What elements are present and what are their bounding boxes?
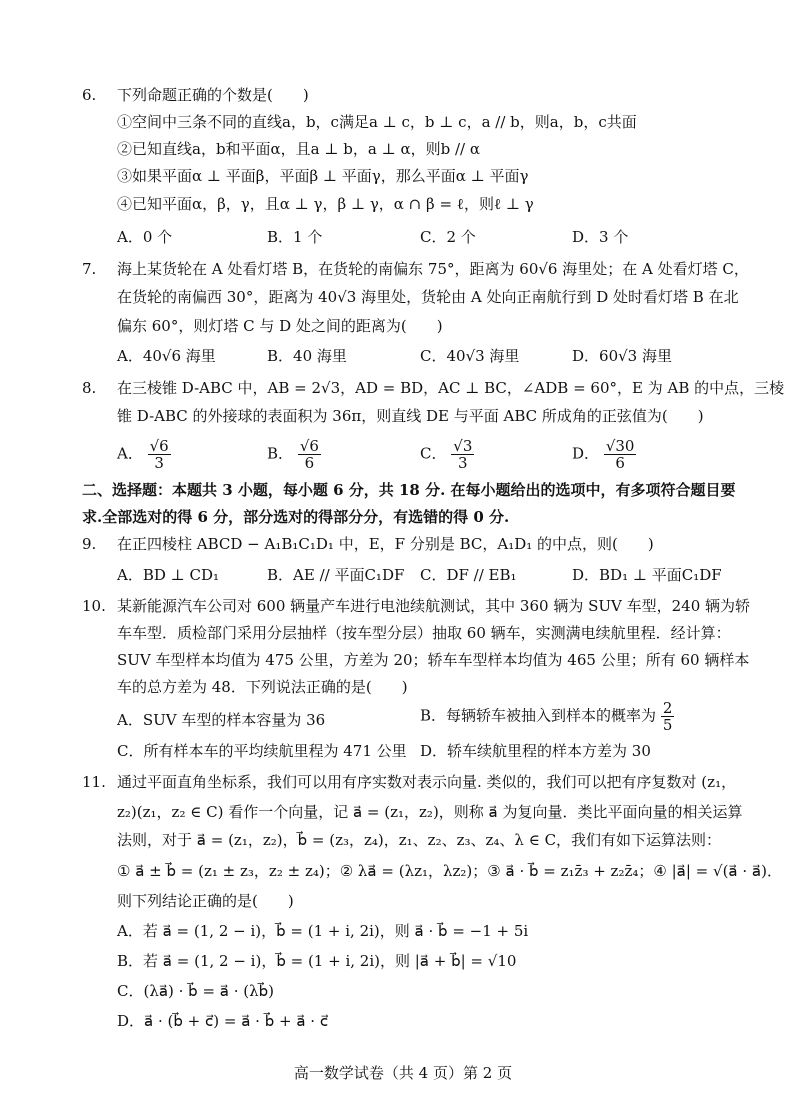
q6-option-d: D．3 个: [572, 228, 629, 246]
q11-line-2: z₂)(z₁，z₂ ∈ C) 看作一个向量，记 a⃗ = (z₁，z₂)，则称 a⃗ 为复向量．类比平面向量的相关运算: [117, 803, 743, 821]
section-2-heading-line-2: 求.全部选对的得 6 分，部分选对的得部分分，有选错的得 0 分.: [82, 508, 510, 526]
q7-option-b: B．40 海里: [267, 347, 347, 365]
q6-option-c: C．2 个: [420, 228, 476, 246]
q8-option-c-denominator: 3: [458, 454, 468, 472]
q10-number: 10.: [82, 597, 106, 615]
q9-option-c: C．DF // EB₁: [420, 566, 517, 584]
q9-option-a: A．BD ⊥ CD₁: [117, 566, 220, 584]
q8-option-b-denominator: 6: [304, 454, 315, 472]
q9-number: 9.: [82, 535, 97, 553]
q9-stem: 在正四棱柱 ABCD − A₁B₁C₁D₁ 中，E，F 分别是 BC，A₁D₁ 的中点，则( ): [117, 535, 654, 553]
q8-option-a-denominator: 3: [154, 454, 164, 472]
q9-option-b: B．AE // 平面C₁DF: [267, 566, 405, 584]
q7-option-a: A．40√6 海里: [117, 347, 216, 365]
q6-stem: 下列命题正确的个数是( ): [117, 86, 309, 104]
q8-option-a: [117, 438, 171, 471]
q10-option-b-denominator: 5: [662, 716, 673, 734]
q7-line-1: 海上某货轮在 A 处看灯塔 B，在货轮的南偏东 75°，距离为 60√6 海里处；在 A 处看灯塔 C，: [117, 260, 749, 278]
q10-option-a: A．SUV 车型的样本容量为 36: [117, 711, 326, 729]
q11-line-4: ① a⃗ ± b⃗ = (z₁ ± z₃，z₂ ± z₄)；② λa⃗ = (λz₁，λz₂)；③ a⃗ · b⃗ = z₁z̄₃ + z₂z̄₄；④ |a⃗| = √(a⃗ · a⃗)．: [117, 862, 782, 880]
q11-option-b: B．若 a⃗ = (1, 2 − i)，b⃗ = (1 + i, 2i)，则 |a⃗ + b⃗| = √10: [117, 952, 517, 970]
q10-line-3: SUV 车型样本均值为 475 公里，方差为 20；轿车车型样本均值为 465 公里；所有 60 辆样本: [117, 651, 750, 669]
q6-number: 6.: [82, 86, 97, 104]
q11-line-1: 通过平面直角坐标系，我们可以用有序实数对表示向量. 类似的，我们可以把有序复数对 (z₁，: [117, 773, 737, 791]
q6-statement-4: ④已知平面α，β，γ，且α ⊥ γ，β ⊥ γ，α ∩ β = ℓ，则ℓ ⊥ γ: [117, 195, 534, 213]
q11-line-3: 法则，对于 a⃗ = (z₁，z₂)，b⃗ = (z₃，z₄)，z₁、z₂、z₃、z₄、λ ∈ C，我们有如下运算法则：: [117, 831, 722, 849]
q10-option-b-numerator: 2: [662, 699, 673, 717]
q10-option-d: D．轿车续航里程的样本方差为 30: [420, 742, 651, 760]
q11-option-a: A．若 a⃗ = (1, 2 − i)，b⃗ = (1 + i, 2i)，则 a⃗ · b⃗ = −1 + 5i: [117, 922, 529, 940]
q10-line-2: 车车型．质检部门采用分层抽样（按车型分层）抽取 60 辆车，实测满电续航里程．经计算：: [117, 624, 731, 642]
q8-option-c-numerator: √3: [453, 437, 473, 455]
q8-option-c-fraction: [451, 438, 474, 471]
q8-option-b: [267, 438, 321, 471]
page-footer: 高一数学试卷（共 4 页）第 2 页: [293, 1064, 513, 1082]
q8-line-1: 在三棱锥 D-ABC 中，AB = 2√3，AD = BD，AC ⊥ BC，∠ADB = 60°，E 为 AB 的中点，三棱: [117, 379, 785, 397]
q8-option-a-numerator: √6: [149, 437, 169, 455]
q6-statement-2: ②已知直线a，b和平面α，且a ⊥ b，a ⊥ α，则b // α: [117, 140, 480, 158]
q11-option-d: D．a⃗ · (b⃗ + c⃗) = a⃗ · b⃗ + a⃗ · c⃗: [117, 1012, 329, 1030]
q9-option-d: D．BD₁ ⊥ 平面C₁DF: [572, 566, 722, 584]
q11-number: 11.: [82, 773, 106, 791]
q8-option-d-fraction: [604, 438, 637, 471]
q8-option-c: [420, 438, 474, 471]
q10-option-c: C．所有样本车的平均续航里程为 471 公里: [117, 742, 407, 760]
q6-option-a: A．0 个: [117, 228, 173, 246]
q10-line-4: 车的总方差为 48．下列说法正确的是( ): [117, 678, 408, 696]
q8-option-d-denominator: 6: [615, 454, 625, 472]
q8-option-d: [572, 438, 636, 471]
q10-option-b-text: B．每辆轿车被抽入到样本的概率为: [420, 706, 657, 725]
q8-option-d-numerator: √30: [605, 437, 635, 455]
q8-option-d-label: D．: [572, 444, 600, 463]
q6-option-b: B．1 个: [267, 228, 323, 246]
q10-option-b: [420, 700, 674, 733]
q6-statement-1: ①空间中三条不同的直线a，b，c满足a ⊥ c，b ⊥ c，a // b，则a，b，c共面: [117, 113, 637, 131]
q8-option-b-numerator: √6: [299, 437, 319, 455]
q11-line-5: 则下列结论正确的是( ): [117, 892, 294, 910]
q11-option-c: C．(λa⃗) · b⃗ = a⃗ · (λb⃗): [117, 982, 275, 1000]
q7-line-2: 在货轮的南偏西 30°，距离为 40√3 海里处，货轮由 A 处向正南航行到 D 处时看灯塔 B 在北: [117, 288, 739, 306]
q8-option-a-fraction: [148, 438, 171, 471]
q8-option-a-label: A．: [117, 444, 143, 463]
q7-line-3: 偏东 60°，则灯塔 C 与 D 处之间的距离为( ): [117, 317, 443, 335]
q7-option-d: D．60√3 海里: [572, 347, 672, 365]
q8-line-2: 锥 D-ABC 的外接球的表面积为 36π，则直线 DE 与平面 ABC 所成角的正弦值为( ): [117, 407, 704, 425]
q7-option-c: C．40√3 海里: [420, 347, 520, 365]
q10-option-b-fraction: [661, 700, 675, 733]
q10-line-1: 某新能源汽车公司对 600 辆量产车进行电池续航测试，其中 360 辆为 SUV 车型，240 辆为轿: [117, 597, 751, 615]
q8-number: 8.: [82, 379, 97, 397]
q6-statement-3: ③如果平面α ⊥ 平面β，平面β ⊥ 平面γ，那么平面α ⊥ 平面γ: [117, 167, 529, 185]
section-2-heading-line-1: 二、选择题：本题共 3 小题，每小题 6 分，共 18 分. 在每小题给出的选项中，有多项符合题目要: [82, 481, 736, 499]
q8-option-b-label: B．: [267, 444, 294, 463]
q8-option-c-label: C．: [420, 444, 447, 463]
q7-number: 7.: [82, 260, 97, 278]
q8-option-b-fraction: [298, 438, 321, 471]
